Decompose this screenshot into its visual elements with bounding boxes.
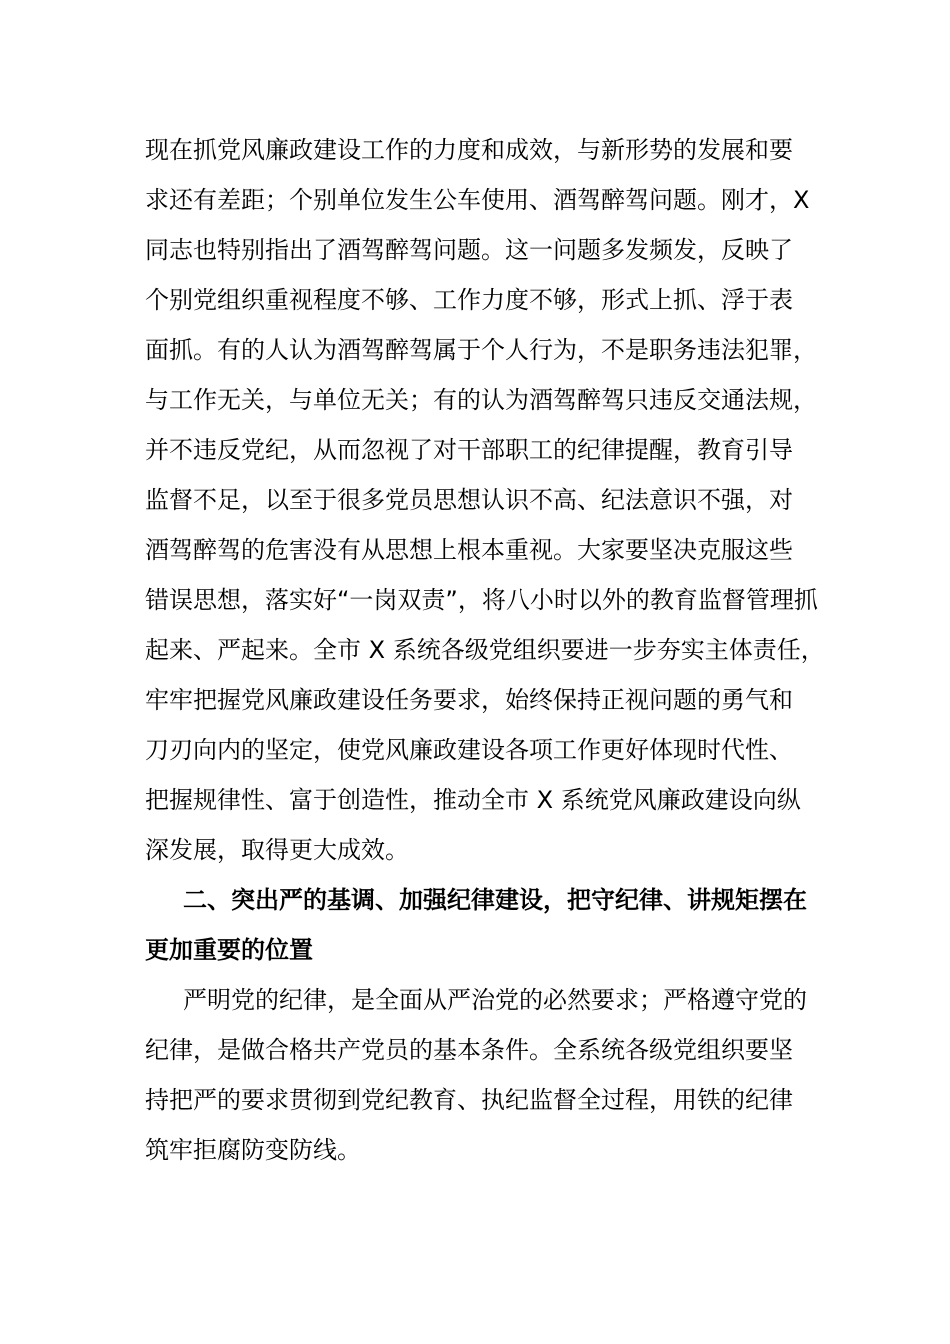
paragraph-line: 与工作无关，与单位无关；有的认为酒驾醉驾只违反交通法规， [145, 386, 817, 414]
paragraph-line: 严明党的纪律，是全面从严治党的必然要求；严格遵守党的 [183, 986, 807, 1014]
section-heading-continuation: 更加重要的位置 [145, 936, 313, 964]
paragraph-line: 个别党组织重视程度不够、工作力度不够，形式上抓、浮于表 [145, 286, 793, 314]
paragraph-line: 刀刃向内的坚定，使党风廉政建设各项工作更好体现时代性、 [145, 736, 793, 764]
paragraph-line: 错误思想，落实好“一岗双责”，将八小时以外的教育监督管理抓 [145, 586, 818, 614]
paragraph-line: 纪律，是做合格共产党员的基本条件。全系统各级党组织要坚 [145, 1036, 793, 1064]
paragraph-line: 持把严的要求贯彻到党纪教育、执纪监督全过程，用铁的纪律 [145, 1086, 793, 1114]
paragraph-line: 起来、严起来。全市 X 系统各级党组织要进一步夯实主体责任， [145, 636, 825, 664]
paragraph-line: 深发展，取得更大成效。 [145, 836, 409, 864]
paragraph-line: 面抓。有的人认为酒驾醉驾属于个人行为，不是职务违法犯罪， [145, 336, 817, 364]
section-heading: 二、突出严的基调、加强纪律建设，把守纪律、讲规矩摆在 [183, 886, 807, 914]
paragraph-line: 筑牢拒腐防变防线。 [145, 1136, 361, 1164]
paragraph-line: 监督不足，以至于很多党员思想认识不高、纪法意识不强，对 [145, 486, 793, 514]
paragraph-line: 酒驾醉驾的危害没有从思想上根本重视。大家要坚决克服这些 [145, 536, 793, 564]
paragraph-line: 把握规律性、富于创造性，推动全市 X 系统党风廉政建设向纵 [145, 786, 801, 814]
paragraph-line: 求还有差距；个别单位发生公车使用、酒驾醉驾问题。刚才，X [145, 186, 810, 214]
paragraph-line: 现在抓党风廉政建设工作的力度和成效，与新形势的发展和要 [145, 136, 793, 164]
paragraph-line: 并不违反党纪，从而忽视了对干部职工的纪律提醒，教育引导 [145, 436, 793, 464]
paragraph-line: 同志也特别指出了酒驾醉驾问题。这一问题多发频发，反映了 [145, 236, 793, 264]
paragraph-line: 牢牢把握党风廉政建设任务要求，始终保持正视问题的勇气和 [145, 686, 793, 714]
